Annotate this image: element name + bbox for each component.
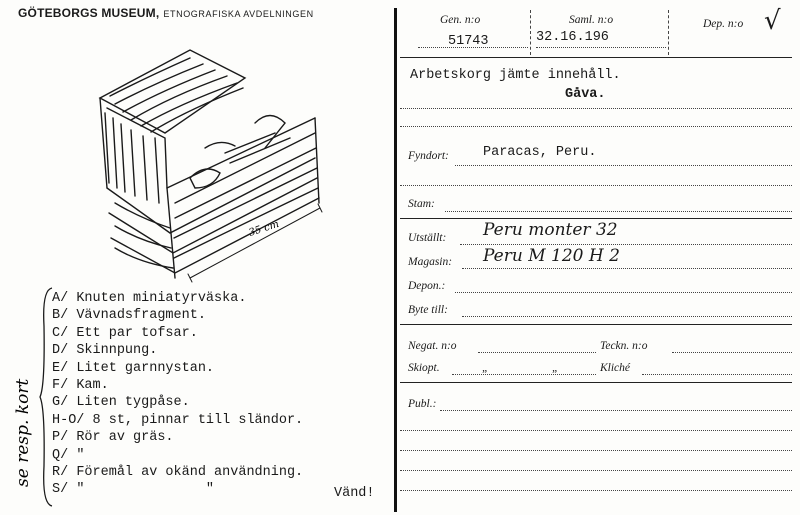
item-code: R/ [52,465,69,481]
list-item [52,325,303,342]
item-text: Knuten miniatyrväska. [76,291,247,306]
fyndort-line-2 [400,185,792,186]
item-text: " " [76,482,215,498]
saml-value: 32.16.196 [536,30,609,45]
item-text: Ett par tofsar. [76,325,198,341]
item-text: 8 st, pinnar till sländor. [92,412,304,428]
cliche-line [642,374,792,375]
card-header [18,6,314,20]
item-code: A/ [52,291,69,306]
desc-line-1 [400,108,792,109]
contents-list [52,290,303,499]
stam-line [445,211,792,212]
saml-label: Saml. n:o [569,14,614,26]
utstallt-line [460,244,792,245]
cliche-ditto: „ [552,362,559,374]
item-text: Litet garnnystan. [76,360,215,376]
item-code: Q/ [52,447,69,463]
item-text: Rör av gräs. [76,430,174,446]
lower-rule [400,324,792,325]
department-name: ETNOGRAFISKA AVDELNINGEN [163,9,314,19]
gen-value: 51743 [448,34,489,49]
museum-name: GÖTEBORGS MUSEUM, [18,6,160,20]
skiopt-line [452,374,596,375]
list-item [52,377,303,394]
negat-line [478,352,596,353]
publ-line-3 [400,450,792,451]
depon-label: Depon.: [408,280,446,292]
item-code: H-O/ [52,412,85,428]
side-note-text: se resp. kort [13,378,33,487]
cliche-label: Kliché [600,362,631,374]
item-text: Vävnadsfragment. [76,308,206,324]
list-item [52,290,303,307]
side-note [8,255,38,495]
magasin-line [462,268,792,269]
card-divider [394,8,397,512]
list-item [52,429,303,446]
list-item [52,360,303,377]
scale-label: 35 cm [247,218,281,239]
fyndort-line [455,165,792,166]
list-item [52,481,303,498]
item-code: E/ [52,360,69,376]
item-code: F/ [52,378,69,394]
gen-underline [418,47,528,48]
item-code: D/ [52,343,69,359]
item-text: Skinnpung. [76,343,158,359]
byte-line [462,316,792,317]
publ-line-1 [440,410,792,411]
list-item [52,412,303,429]
gen-separator [530,10,531,55]
stam-label: Stam: [408,198,435,210]
list-item [52,447,303,464]
negat-label: Negat. n:o [408,340,457,352]
item-code: S/ [52,482,69,498]
item-text: Kam. [76,378,109,394]
magasin-label: Magasin: [408,256,453,268]
item-code: C/ [52,325,69,341]
item-text: Föremål av okänd användning. [76,465,304,481]
fyndort-value: Paracas, Peru. [483,145,597,160]
depon-line [455,292,792,293]
gen-label: Gen. n:o [440,14,481,26]
item-text: " [76,447,85,463]
list-item [52,464,303,481]
dep-label: Dep. n:o [703,18,744,30]
dep-checkmark: √ [764,6,781,36]
header-rule [400,57,792,58]
byte-label: Byte till: [408,304,448,316]
utstallt-label: Utställt: [408,232,447,244]
acquisition-type: Gåva. [565,87,606,102]
publ-line-4 [400,470,792,471]
list-item [52,342,303,359]
turn-over-note: Vänd! [334,486,375,501]
saml-separator [668,10,669,55]
skiopt-ditto: „ [482,362,489,374]
item-code: B/ [52,308,69,324]
magasin-value: Peru M 120 H 2 [483,246,620,266]
item-code: P/ [52,430,69,446]
skiopt-label: Skiopt. [408,362,440,374]
object-description: Arbetskorg jämte innehåll. [410,68,621,83]
desc-line-2 [400,126,792,127]
publ-rule [400,382,792,383]
item-text: Liten tygpåse. [76,395,190,411]
utstallt-value: Peru monter 32 [483,220,618,240]
item-code: G/ [52,395,69,411]
list-item [52,307,303,324]
publ-label: Publ.: [408,398,437,410]
publ-line-5 [400,490,792,491]
teckn-line [672,352,792,353]
teckn-label: Teckn. n:o [600,340,648,352]
saml-underline [536,47,666,48]
fyndort-label: Fyndort: [408,150,449,162]
basket-sketch [95,38,335,288]
publ-line-2 [400,430,792,431]
list-item [52,394,303,411]
mid-rule [400,218,792,219]
